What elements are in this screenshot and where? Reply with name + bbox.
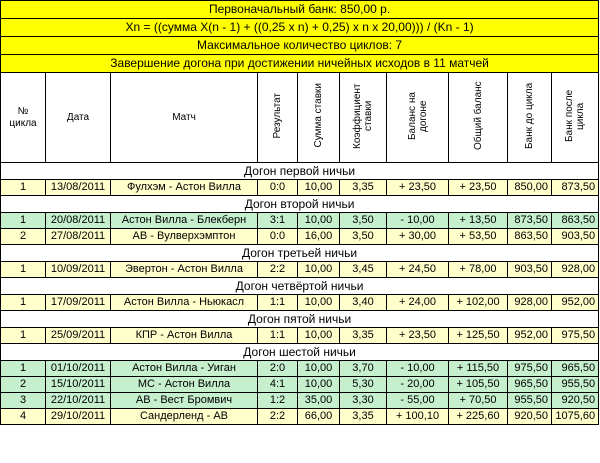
cell-bank-after: 920,50: [552, 393, 599, 409]
initial-bank-row: Первоначальный банк: 850,00 р.: [1, 1, 599, 19]
header-date: Дата: [46, 73, 111, 163]
header-stake: Сумма ставки: [298, 73, 340, 163]
cell-bank-after: 903,50: [552, 229, 599, 245]
section-title: Догон четвёртой ничьи: [1, 278, 599, 295]
cell-stake: 16,00: [298, 229, 340, 245]
cell-date: 20/08/2011: [46, 213, 111, 229]
cell-result: 2:2: [258, 409, 298, 425]
cell-coef: 3,35: [340, 328, 387, 344]
cell-match: Астон Вилла - Блекберн: [111, 213, 258, 229]
completion-row: Завершение догона при достижении ничейных исходов в 11 матчей: [1, 55, 599, 73]
table-row: [1, 377, 599, 393]
header-bank-after: Банк после цикла: [552, 73, 599, 163]
cell-bank-before: 850,00: [508, 180, 552, 196]
cell-total: + 115,50: [449, 361, 508, 377]
table-row: [1, 262, 599, 278]
header-result: Результат: [258, 73, 298, 163]
cell-total: + 105,50: [449, 377, 508, 393]
cell-date: 01/10/2011: [46, 361, 111, 377]
cell-balance: - 10,00: [387, 361, 449, 377]
cell-stake: 10,00: [298, 377, 340, 393]
cell-cycle: 1: [1, 361, 46, 377]
cell-date: 15/10/2011: [46, 377, 111, 393]
cell-cycle: 1: [1, 262, 46, 278]
table-row: [1, 229, 599, 245]
cell-date: 10/09/2011: [46, 262, 111, 278]
cell-total: + 13,50: [449, 213, 508, 229]
cell-coef: 3,50: [340, 213, 387, 229]
cell-coef: 3,50: [340, 229, 387, 245]
table-row: [1, 328, 599, 344]
cell-cycle: 1: [1, 328, 46, 344]
section-row: [1, 163, 599, 180]
cell-balance: + 23,50: [387, 180, 449, 196]
section-title: Догон пятой ничьи: [1, 311, 599, 328]
header-coef: Коэффициент ставки: [340, 73, 387, 163]
section-row: [1, 311, 599, 328]
cell-bank-after: 965,50: [552, 361, 599, 377]
cell-coef: 3,45: [340, 262, 387, 278]
section-row: [1, 344, 599, 361]
cell-bank-before: 975,50: [508, 361, 552, 377]
cell-bank-before: 952,00: [508, 328, 552, 344]
cell-cycle: 2: [1, 229, 46, 245]
table-row: [1, 393, 599, 409]
cell-date: 27/08/2011: [46, 229, 111, 245]
cell-total: + 102,00: [449, 295, 508, 311]
cell-balance: + 23,50: [387, 328, 449, 344]
cell-result: 1:1: [258, 328, 298, 344]
cell-cycle: 4: [1, 409, 46, 425]
cell-stake: 10,00: [298, 262, 340, 278]
cell-coef: 3,70: [340, 361, 387, 377]
section-title: Догон первой ничьи: [1, 163, 599, 180]
table-row: [1, 213, 599, 229]
cell-bank-after: 975,50: [552, 328, 599, 344]
section-row: [1, 196, 599, 213]
cell-bank-before: 965,50: [508, 377, 552, 393]
header-row: [1, 73, 599, 163]
cell-balance: + 24,50: [387, 262, 449, 278]
cell-stake: 66,00: [298, 409, 340, 425]
cell-result: 2:2: [258, 262, 298, 278]
cell-match: Астон Вилла - Уиган: [111, 361, 258, 377]
cell-match: Астон Вилла - Ньюкасл: [111, 295, 258, 311]
cell-cycle: 2: [1, 377, 46, 393]
cell-result: 0:0: [258, 229, 298, 245]
cell-match: МС - Астон Вилла: [111, 377, 258, 393]
cell-match: КПР - Астон Вилла: [111, 328, 258, 344]
cell-match: Фулхэм - Астон Вилла: [111, 180, 258, 196]
section-row: [1, 245, 599, 262]
cell-coef: 3,40: [340, 295, 387, 311]
cell-balance: + 100,10: [387, 409, 449, 425]
header-bank-before: Банк до цикла: [508, 73, 552, 163]
cell-total: + 23,50: [449, 180, 508, 196]
table-row: [1, 180, 599, 196]
table-row: [1, 295, 599, 311]
cell-bank-after: 863,50: [552, 213, 599, 229]
section-row: [1, 278, 599, 295]
cell-result: 1:1: [258, 295, 298, 311]
cell-balance: - 10,00: [387, 213, 449, 229]
cell-match: АВ - Вест Бромвич: [111, 393, 258, 409]
cell-result: 3:1: [258, 213, 298, 229]
cell-balance: + 24,00: [387, 295, 449, 311]
header-cycle: № цикла: [1, 73, 46, 163]
cell-bank-after: 873,50: [552, 180, 599, 196]
cell-bank-before: 873,50: [508, 213, 552, 229]
cell-stake: 10,00: [298, 295, 340, 311]
cell-balance: - 20,00: [387, 377, 449, 393]
cell-total: + 225,60: [449, 409, 508, 425]
cell-result: 4:1: [258, 377, 298, 393]
cell-stake: 10,00: [298, 213, 340, 229]
cell-stake: 10,00: [298, 361, 340, 377]
cell-total: + 125,50: [449, 328, 508, 344]
cell-cycle: 1: [1, 295, 46, 311]
cell-coef: 3,30: [340, 393, 387, 409]
cell-bank-after: 1075,60: [552, 409, 599, 425]
cell-bank-after: 952,00: [552, 295, 599, 311]
table-row: [1, 361, 599, 377]
section-title: Догон третьей ничьи: [1, 245, 599, 262]
cell-bank-after: 928,00: [552, 262, 599, 278]
cell-total: + 70,50: [449, 393, 508, 409]
cell-balance: - 55,00: [387, 393, 449, 409]
cell-date: 22/10/2011: [46, 393, 111, 409]
cell-balance: + 30,00: [387, 229, 449, 245]
cell-result: 2:0: [258, 361, 298, 377]
cell-bank-before: 920,50: [508, 409, 552, 425]
cell-cycle: 1: [1, 180, 46, 196]
cell-cycle: 3: [1, 393, 46, 409]
cell-total: + 78,00: [449, 262, 508, 278]
cell-date: 17/09/2011: [46, 295, 111, 311]
cell-match: АВ - Вулверхэмптон: [111, 229, 258, 245]
cell-bank-before: 903,50: [508, 262, 552, 278]
cell-stake: 10,00: [298, 328, 340, 344]
cell-bank-before: 863,50: [508, 229, 552, 245]
cell-result: 1:2: [258, 393, 298, 409]
cell-date: 25/09/2011: [46, 328, 111, 344]
cell-stake: 10,00: [298, 180, 340, 196]
table-row: [1, 409, 599, 425]
cell-date: 13/08/2011: [46, 180, 111, 196]
cell-stake: 35,00: [298, 393, 340, 409]
cell-match: Сандерленд - АВ: [111, 409, 258, 425]
cell-match: Эвертон - Астон Вилла: [111, 262, 258, 278]
cell-total: + 53,50: [449, 229, 508, 245]
header-balance-chase: Баланс на догоне: [387, 73, 449, 163]
cell-cycle: 1: [1, 213, 46, 229]
cell-coef: 3,35: [340, 409, 387, 425]
section-title: Догон второй ничьи: [1, 196, 599, 213]
cell-bank-after: 955,50: [552, 377, 599, 393]
cell-bank-before: 928,00: [508, 295, 552, 311]
formula-row: Xn = ((сумма X(n - 1) + ((0,25 x n) + 0,25) x n x 20,00))) / (Kn - 1): [1, 19, 599, 37]
header-total-balance: Общий баланс: [449, 73, 508, 163]
cell-result: 0:0: [258, 180, 298, 196]
cell-bank-before: 955,50: [508, 393, 552, 409]
cell-coef: 5,30: [340, 377, 387, 393]
section-title: Догон шестой ничьи: [1, 344, 599, 361]
cell-date: 29/10/2011: [46, 409, 111, 425]
header-match: Матч: [111, 73, 258, 163]
max-cycles-row: Максимальное количество циклов: 7: [1, 37, 599, 55]
cell-coef: 3,35: [340, 180, 387, 196]
